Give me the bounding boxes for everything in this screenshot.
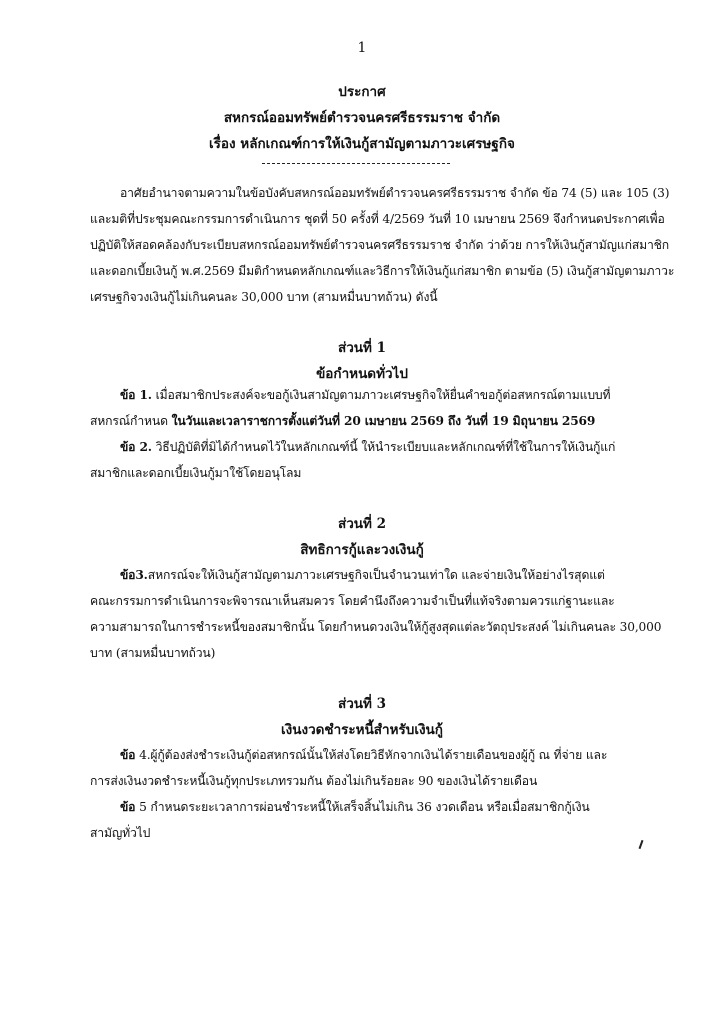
intro-line: อาศัยอำนาจตามความในข้อบังคับสหกรณ์ออมทรัพย์ตำรวจนครศรีธรรมราช จำกัด ข้อ 74 (5) และ 105 (3): [120, 186, 670, 200]
clause-3-line: คณะกรรมการดำเนินการจะพิจารณาเห็นสมควร โดยคำนึงถึงความจำเป็นที่แท้จริงตามควรแก่ฐานะและ: [90, 594, 615, 608]
clause-1-line: ข้อ 1. เมื่อสมาชิกประสงค์จะขอกู้เงินสามัญตามภาวะเศรษฐกิจให้ยื่นคำขอกู้ต่อสหกรณ์ตามแบบที่: [120, 388, 611, 402]
clause-1-line: สหกรณ์กำหนด ในวันและเวลาราชการตั้งแต่วันที่ 20 เมษายน 2569 ถึง วันที่ 19 มิถุนายน 2569: [90, 414, 596, 428]
clause-1-period: ในวันและเวลาราชการตั้งแต่วันที่ 20 เมษายน 2569 ถึง วันที่ 19 มิถุนายน 2569: [171, 414, 596, 428]
clause-2-line: ข้อ 2. วิธีปฏิบัติที่มิได้กำหนดไว้ในหลักเกณฑ์นี้ ให้นำระเบียบและหลักเกณฑ์ที่ใช้ในการให้เงินกู้แก่: [120, 440, 616, 454]
intro-line: และมติที่ประชุมคณะกรรมการดำเนินการ ชุดที่ 50 ครั้งที่ 4/2569 วันที่ 10 เมษายน 2569 จึงกำหนดประกาศเพื่อ: [90, 212, 665, 226]
clause-3-line: ข้อ3.สหกรณ์จะให้เงินกู้สามัญตามภาวะเศรษฐกิจเป็นจำนวนเท่าใด และจ่ายเงินให้อย่างไรสุดแต่: [120, 568, 605, 582]
clause-5-line: ข้อ 5 กำหนดระยะเวลาการผ่อนชำระหนี้ให้เสร็จสิ้นไม่เกิน 36 งวดเดือน หรือเมื่อสมาชิกกู้เงิน: [120, 800, 590, 814]
section-2-subheading: สิทธิการกู้และวงเงินกู้: [300, 542, 424, 558]
clause-4-line: ข้อ 4.ผู้กู้ต้องส่งชำระเงินกู้ต่อสหกรณ์นั้นให้ส่งโดยวิธีหักจากเงินได้รายเดือนของผู้กู้ ณ ที่จ่าย และ: [120, 748, 608, 762]
header-divider: [262, 163, 450, 164]
clause-2-label: ข้อ 2.: [120, 440, 152, 454]
clause-3-line: บาท (สามหมื่นบาทถ้วน): [90, 646, 216, 660]
clause-2-line: สมาชิกและดอกเบี้ยเงินกู้มาใช้โดยอนุโลม: [90, 466, 302, 480]
section-1-subheading: ข้อกำหนดทั่วไป: [316, 366, 408, 382]
intro-line: เศรษฐกิจวงเงินกู้ไม่เกินคนละ 30,000 บาท (สามหมื่นบาทถ้วน) ดังนี้: [90, 290, 438, 304]
clause-4-line: การส่งเงินงวดชำระหนี้เงินกู้ทุกประเภทรวมกัน ต้องไม่เกินร้อยละ 90 ของเงินได้รายเดือน: [90, 774, 538, 788]
intro-line: และดอกเบี้ยเงินกู้ พ.ศ.2569 มีมติกำหนดหลักเกณฑ์และวิธีการให้เงินกู้แก่สมาชิก ตามข้อ (5) เงินกู้สามัญตามภาวะ: [90, 264, 675, 278]
clause-1-label: ข้อ 1.: [120, 388, 152, 402]
section-3-subheading: เงินงวดชำระหนี้สำหรับเงินกู้: [281, 722, 443, 738]
section-1-heading: ส่วนที่ 1: [337, 340, 387, 356]
clause-3-label: ข้อ3.: [120, 568, 148, 582]
subject-line: เรื่อง หลักเกณฑ์การให้เงินกู้สามัญตามภาวะเศรษฐกิจ: [209, 136, 515, 152]
page-number: 1: [357, 40, 367, 56]
organization-name: สหกรณ์ออมทรัพย์ตำรวจนครศรีธรรมราช จำกัด: [223, 110, 501, 126]
clause-5-line: สามัญทั่วไป: [90, 826, 151, 840]
clause-4-label: ข้อ: [120, 748, 136, 762]
clause-3-line: ความสามารถในการชำระหนี้ของสมาชิกนั้น โดยกำหนดวงเงินให้กู้สูงสุดแต่ละวัตถุประสงค์ ไม่เกินคนละ 30,000: [90, 620, 662, 634]
clause-5-label: ข้อ: [120, 800, 136, 814]
scan-mark: [639, 840, 644, 849]
section-2-heading: ส่วนที่ 2: [337, 516, 387, 532]
announcement-title: ประกาศ: [338, 84, 386, 100]
intro-line: ปฏิบัติให้สอดคล้องกับระเบียบสหกรณ์ออมทรัพย์ตำรวจนครศรีธรรมราช จำกัด ว่าด้วย การให้เงินกู้สามัญแก่สมาชิก: [90, 238, 670, 252]
section-3-heading: ส่วนที่ 3: [337, 696, 387, 712]
